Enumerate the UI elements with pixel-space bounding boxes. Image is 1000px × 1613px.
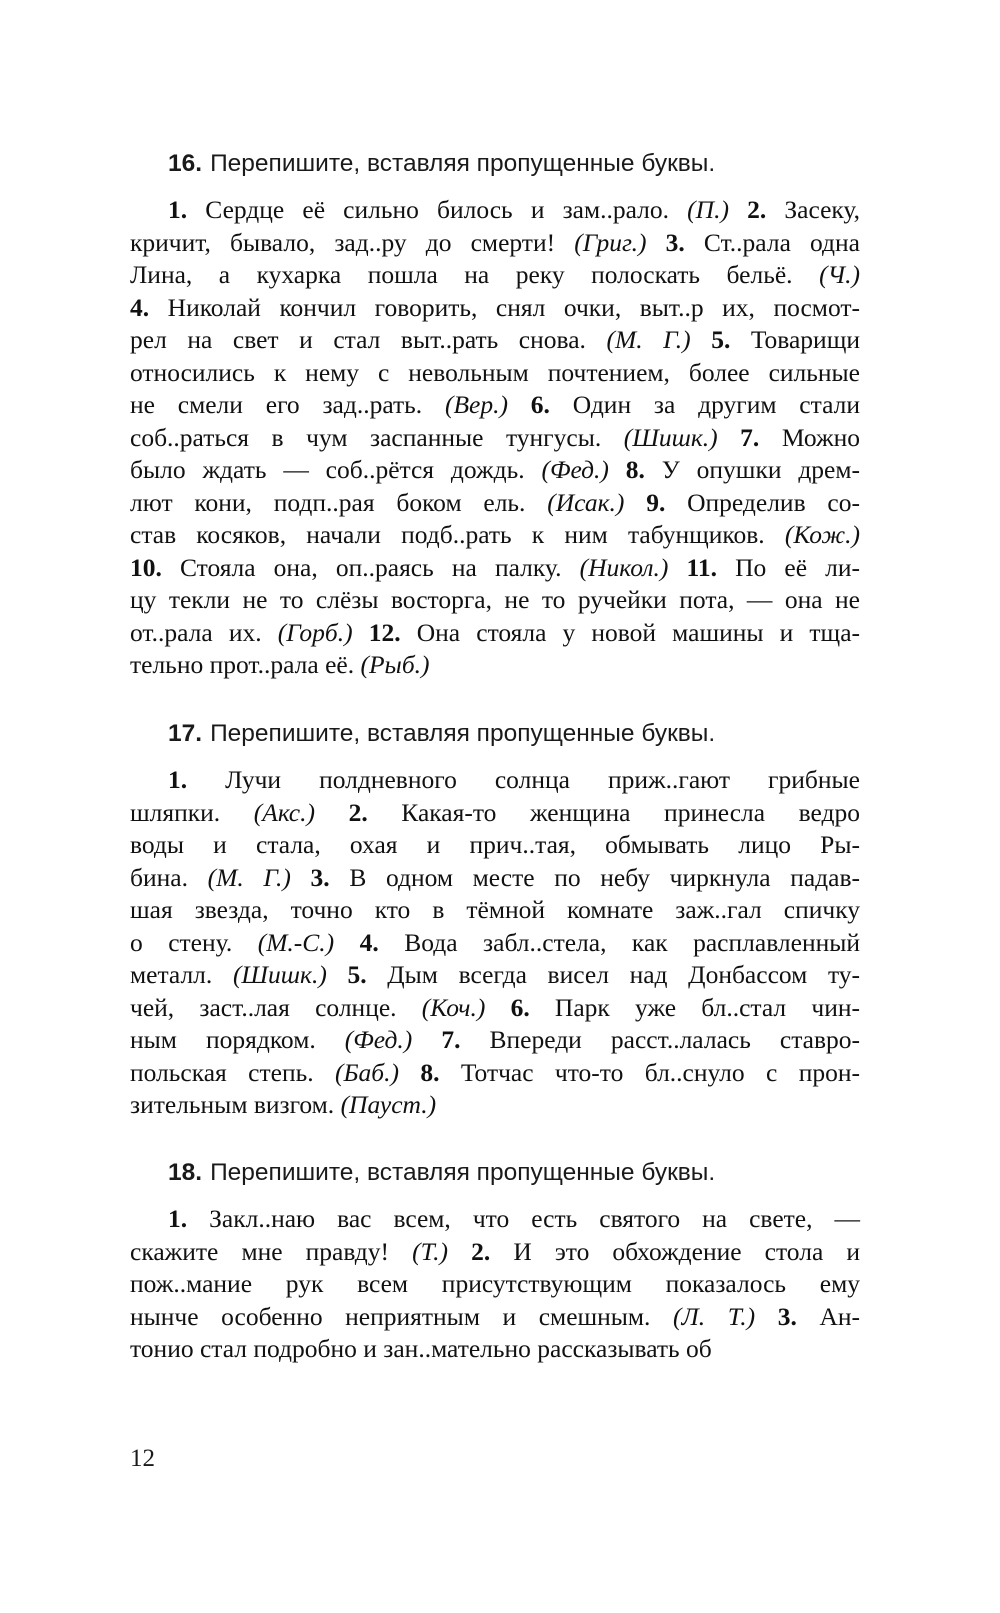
text-run: Засеку,: [766, 195, 860, 224]
text-run: кричит, бывало, зад..ру до смерти!: [130, 227, 575, 257]
exercise-number: 16.: [168, 150, 203, 177]
text-run: пож..мание рук всем присутствующим показалось ему: [130, 1269, 860, 1298]
text-line: [130, 1301, 860, 1334]
source-reference: (Шишк.): [232, 960, 327, 989]
text-run: [327, 960, 348, 989]
text-run: Лина, а кухарка пошла на реку полоскать бельё.: [130, 260, 820, 289]
text-run: По её ли-: [716, 552, 861, 582]
text-run: Парк уже бл..стал чин-: [529, 992, 860, 1022]
text-run: Можно: [759, 422, 860, 452]
text-run: шляпки.: [130, 797, 254, 827]
exercise-text: [130, 1203, 860, 1366]
text-line: [130, 357, 860, 390]
text-line: [130, 552, 860, 585]
text-run: ным порядком.: [130, 1025, 345, 1054]
text-run: [508, 390, 531, 419]
text-run: тонио стал подробно и зан..мательно рассказывать об: [130, 1334, 712, 1363]
source-reference: (Пауст.): [340, 1090, 437, 1119]
text-run: Закл..наю вас всем, что есть святого на свете, —: [187, 1204, 860, 1233]
text-run: [647, 228, 666, 257]
sentence-number: 11.: [686, 552, 717, 582]
sentence-number: 1.: [168, 195, 188, 224]
text-line: [130, 324, 860, 357]
text-run: цу текли не то слёзы восторга, не то ручейки пота, — она не: [130, 585, 860, 614]
source-reference: (Фед.): [541, 455, 609, 484]
text-run: не смели его зад..рать.: [130, 390, 445, 419]
text-line: [130, 1057, 860, 1090]
text-run: Стояла она, оп..раясь на палку.: [161, 552, 580, 582]
text-line: [130, 829, 860, 862]
text-run: Сердце её сильно билось и зам..рало.: [187, 195, 688, 224]
text-run: Какая-то женщина принесла ведро: [367, 797, 860, 827]
text-run: [729, 195, 747, 224]
text-line: [130, 1024, 860, 1057]
text-run: [399, 1058, 420, 1087]
text-run: [691, 325, 712, 354]
text-run: металл.: [130, 960, 233, 989]
sentence-number: 8.: [420, 1057, 440, 1087]
sentence-number: 2.: [348, 797, 368, 827]
text-run: Впереди расст..лалась ставро-: [460, 1025, 861, 1054]
text-line: [130, 617, 860, 650]
source-reference: (Акс.): [253, 797, 315, 827]
text-line: [130, 797, 860, 830]
text-line: [130, 992, 860, 1025]
exercise-heading: [168, 1157, 860, 1189]
text-line: [130, 927, 860, 960]
source-reference: (Шишк.): [623, 422, 718, 452]
source-reference: (Григ.): [574, 227, 647, 257]
text-run: Дым всегда висел над Донбассом ту-: [366, 960, 860, 989]
text-line: [130, 1089, 860, 1122]
source-reference: (П.): [687, 195, 729, 224]
source-reference: (Коч.): [421, 992, 486, 1022]
text-line: [130, 292, 860, 325]
text-line: [130, 649, 860, 682]
text-line: [130, 259, 860, 292]
sentence-number: 4.: [359, 927, 379, 957]
exercise-18: [130, 1157, 860, 1366]
sentence-number: 12.: [368, 617, 401, 647]
exercise-number: 17.: [168, 720, 203, 747]
text-run: Ст..рала одна: [684, 227, 860, 257]
source-reference: (Баб.): [334, 1057, 399, 1087]
text-run: [609, 455, 626, 484]
text-run: [668, 553, 686, 582]
text-line: [130, 1203, 860, 1236]
text-run: от..рала их.: [130, 617, 278, 647]
text-line: [130, 487, 860, 520]
text-run: став косяков, начали подб..рать к ним табунщиков.: [130, 520, 785, 549]
sentence-number: 2.: [471, 1236, 491, 1266]
text-run: скажите мне правду!: [130, 1236, 413, 1266]
source-reference: (М.-С.): [257, 927, 335, 957]
text-run: [353, 618, 369, 647]
text-run: [334, 928, 359, 957]
text-line: [130, 894, 860, 927]
sentence-number: 4.: [130, 292, 150, 322]
text-run: Товарищи: [730, 325, 860, 354]
text-line: [130, 194, 860, 227]
source-reference: (Фед.): [344, 1025, 413, 1054]
sentence-number: 3.: [665, 227, 685, 257]
text-line: [130, 1268, 860, 1301]
sentence-number: 5.: [711, 325, 731, 354]
text-run: Лучи полдневного солнца приж..гают грибные: [187, 765, 860, 794]
text-line: [130, 227, 860, 260]
text-line: [130, 519, 860, 552]
sentence-number: 6.: [530, 390, 550, 419]
source-reference: (Горб.): [277, 617, 353, 647]
text-run: Тотчас что-то бл..снуло с прон-: [439, 1057, 860, 1087]
text-run: о стену.: [130, 927, 258, 957]
text-run: лют кони, подп..рая боком ель.: [130, 487, 548, 517]
exercise-number: 18.: [168, 1159, 203, 1186]
text-run: было ждать — соб..рётся дождь.: [130, 455, 542, 484]
source-reference: (Л. Т.): [673, 1301, 756, 1331]
sentence-number: 3.: [310, 862, 330, 892]
source-reference: (М. Г.): [606, 325, 691, 354]
text-run: Определив со-: [665, 487, 860, 517]
text-run: [412, 1025, 441, 1054]
text-run: [624, 488, 646, 517]
sentence-number: 5.: [347, 960, 367, 989]
source-reference: (Кож.): [784, 520, 860, 549]
text-run: чей, заст..лая солнце.: [130, 992, 422, 1022]
sentence-number: 7.: [441, 1025, 461, 1054]
sentence-number: 3.: [777, 1301, 797, 1331]
exercise-instruction: Перепишите, вставляя пропущенные буквы.: [210, 720, 716, 747]
text-run: бина.: [130, 862, 208, 892]
text-run: рел на свет и стал выт..рать снова.: [130, 325, 607, 354]
text-run: соб..раться в чум заспанные тунгусы.: [130, 422, 624, 452]
sentence-number: 9.: [646, 487, 666, 517]
source-reference: (Т.): [412, 1236, 449, 1266]
text-run: Она стояла у новой машины и тща-: [400, 617, 861, 647]
sentence-number: 1.: [168, 765, 188, 794]
text-run: [291, 863, 311, 892]
text-run: польская степь.: [130, 1057, 335, 1087]
exercise-heading: [168, 148, 860, 180]
sentence-number: 1.: [168, 1204, 188, 1233]
text-line: [130, 1236, 860, 1269]
sentence-number: 2.: [747, 195, 767, 224]
text-run: [448, 1237, 471, 1266]
text-run: [315, 798, 349, 827]
text-run: [755, 1302, 778, 1331]
source-reference: (Рыб.): [360, 650, 430, 679]
text-run: Ан-: [796, 1301, 860, 1331]
text-run: [718, 423, 741, 452]
sentence-number: 10.: [130, 552, 162, 582]
text-line: [130, 1333, 860, 1366]
text-run: В одном месте по небу чиркнула падав-: [329, 862, 861, 892]
text-run: Николай кончил говорить, снял очки, выт..р их, посмот-: [149, 292, 860, 322]
exercise-17: [130, 718, 860, 1122]
sentence-number: 8.: [625, 455, 645, 484]
text-line: [130, 389, 860, 422]
exercise-text: [130, 194, 860, 682]
text-run: воды и стала, охая и прич..тая, обмывать лицо Ры-: [130, 830, 860, 859]
text-run: шая звезда, точно кто в тёмной комнате заж..гал спичку: [130, 895, 860, 924]
source-reference: (Вер.): [444, 390, 508, 419]
source-reference: (М. Г.): [207, 862, 291, 892]
sentence-number: 6.: [510, 992, 530, 1022]
text-run: И это обхождение стола и: [490, 1236, 860, 1266]
text-run: У опушки дрем-: [644, 455, 861, 484]
text-run: относились к нему с невольным почтением, более сильные: [130, 357, 860, 387]
source-reference: (Исак.): [547, 487, 625, 517]
text-run: тельно прот..рала её.: [130, 650, 361, 679]
text-run: зительным визгом.: [130, 1090, 341, 1119]
exercise-instruction: Перепишите, вставляя пропущенные буквы.: [210, 150, 716, 177]
text-line: [130, 422, 860, 455]
exercise-text: [130, 764, 860, 1122]
text-run: [485, 993, 510, 1022]
text-line: [130, 862, 860, 895]
exercise-heading: [168, 718, 860, 750]
text-run: нынче особенно неприятным и смешным.: [130, 1301, 674, 1331]
page-number: 12: [130, 1445, 155, 1472]
text-run: Вода забл..стела, как расплавленный: [378, 927, 861, 957]
text-line: [130, 584, 860, 617]
source-reference: (Ч.): [819, 260, 860, 289]
sentence-number: 7.: [740, 422, 760, 452]
text-line: [130, 454, 860, 487]
text-line: [130, 764, 860, 797]
text-line: [130, 959, 860, 992]
exercise-instruction: Перепишите, вставляя пропущенные буквы.: [210, 1159, 716, 1186]
source-reference: (Никол.): [579, 552, 669, 582]
text-run: Один за другим стали: [549, 390, 860, 419]
exercise-16: [130, 148, 860, 682]
